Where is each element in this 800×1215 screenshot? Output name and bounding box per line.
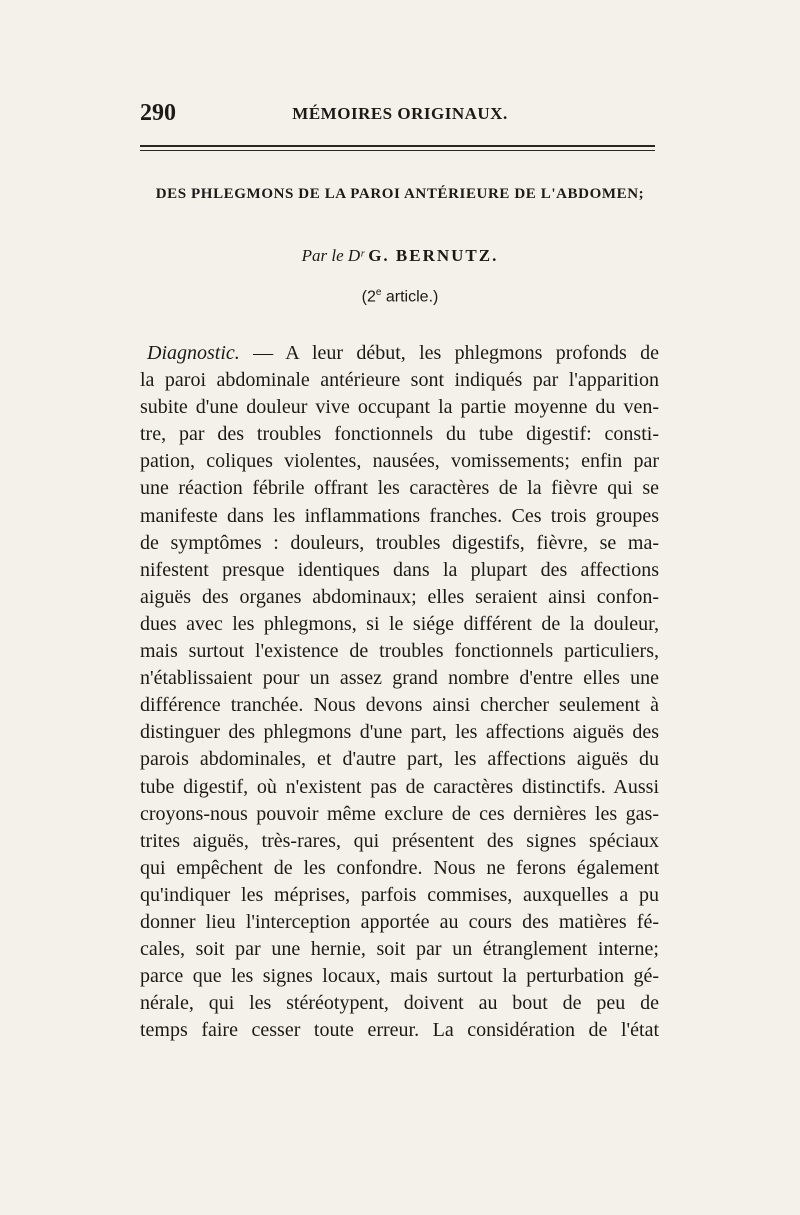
article-title: DES PHLEGMONS DE LA PAROI ANTÉRIEURE DE L'ABDOMEN; (155, 186, 645, 202)
byline (140, 246, 660, 266)
header-rule-thick (140, 145, 655, 147)
running-title: MÉMOIRES ORIGINAUX. (292, 104, 508, 123)
author-name: G. BERNUTZ. (368, 246, 499, 265)
text-line: parce que les signes locaux, mais surtout la perturbation gé- (140, 965, 659, 988)
text-line: pation, coliques violentes, nausées, vomissements; enfin par (140, 450, 659, 473)
text-line: de symptômes : douleurs, troubles digestifs, fièvre, se ma- (140, 531, 659, 554)
text-line: trites aiguës, très-rares, qui présentent des signes spéciaux (140, 829, 659, 852)
section-lead-in: Diagnostic. (147, 342, 240, 364)
text-line-content: — A leur début, les phlegmons profonds de (239, 342, 659, 364)
text-line: croyons-nous pouvoir même exclure de ces dernières les gas- (140, 802, 659, 825)
text-line: nérale, qui les stéréotypent, doivent au bout de peu de (140, 992, 659, 1015)
byline-label: Par le Dʳ (301, 246, 364, 265)
text-line: manifeste dans les inflammations franches. Ces trois groupes (140, 504, 659, 527)
text-line (140, 340, 659, 367)
text-line: cales, soit par une hernie, soit par un étranglement interne; (140, 938, 659, 961)
text-line: mais surtout l'existence de troubles fonctionnels particuliers, (140, 640, 659, 663)
article-part (140, 287, 660, 306)
text-line: tube digestif, où n'existent pas de caractères distinctifs. Aussi (140, 775, 659, 798)
article-part-sup: e (375, 287, 382, 298)
body-text (140, 340, 659, 1044)
text-line: qu'indiquer les méprises, parfois commises, auxquelles a pu (140, 883, 659, 906)
text-line: donner lieu l'interception apportée au cours des matières fé- (140, 910, 659, 933)
text-line: tre, par des troubles fonctionnels du tube digestif: consti- (140, 423, 659, 446)
article-part-open: (2 (361, 288, 376, 306)
text-line: dues avec les phlegmons, si le siége différent de la douleur, (140, 612, 659, 635)
text-line: une réaction fébrile offrant les caractères de la fièvre qui se (140, 477, 659, 500)
text-line: temps faire cesser toute erreur. La considération de l'état (140, 1019, 659, 1042)
text-line: distinguer des phlegmons d'une part, les affections aiguës des (140, 721, 659, 744)
header-rule-thin (140, 150, 655, 151)
text-line: la paroi abdominale antérieure sont indiqués par l'apparition (140, 369, 659, 392)
running-head (140, 100, 660, 130)
text-line: subite d'une douleur vive occupant la partie moyenne du ven- (140, 396, 659, 419)
text-line: qui empêchent de les confondre. Nous ne ferons également (140, 856, 659, 879)
text-line: parois abdominales, et d'autre part, les affections aiguës du (140, 748, 659, 771)
text-line: nifestent presque identiques dans la plupart des affections (140, 558, 659, 581)
text-line: aiguës des organes abdominaux; elles seraient ainsi confon- (140, 585, 659, 608)
article-part-close: article.) (381, 288, 439, 306)
page-number: 290 (140, 100, 176, 126)
text-line: différence tranchée. Nous devons ainsi chercher seulement à (140, 694, 659, 717)
text-line: n'établissaient pour un assez grand nombre d'entre elles une (140, 667, 659, 690)
